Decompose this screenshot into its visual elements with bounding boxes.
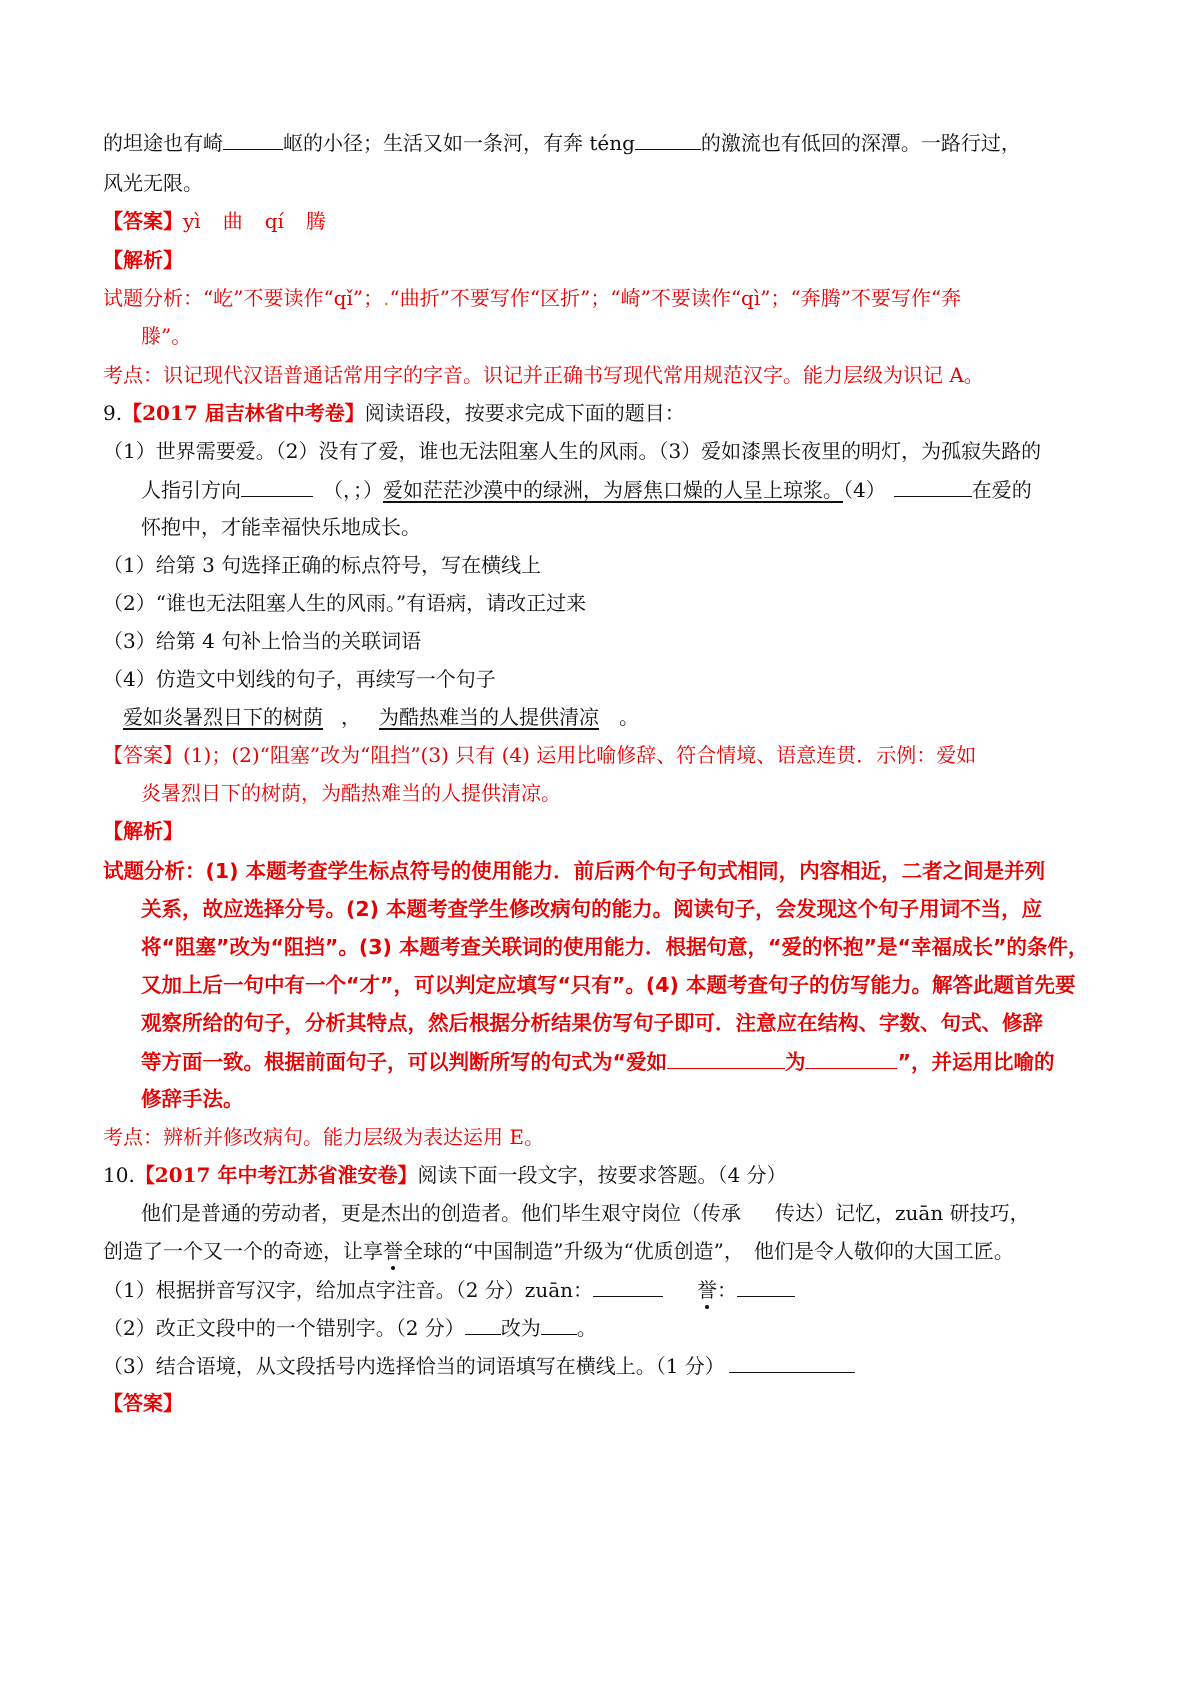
answer-blank — [223, 127, 283, 150]
q9-passage-line-1: （1）世界需要爱。（2）没有了爱，谁也无法阻塞人生的风雨。（3）爱如漆黑长夜里的明灯，为孤寂失路的 — [103, 439, 1042, 463]
imitation-part-1: 爱如炎暑烈日下的树荫 — [123, 705, 323, 729]
underlined-sentence: 爱如茫茫沙漠中的绿洲，为唇焦口燥的人呈上琼浆。 — [383, 478, 843, 502]
q8-answer: 【答案】yì 曲 qí 腾 — [103, 209, 326, 233]
answer-blank — [729, 1350, 855, 1373]
question-number: 10. — [103, 1163, 135, 1187]
dotted-character: 誉 — [383, 1239, 403, 1263]
q10-passage-line-1: 他们是普通的劳动者，更是杰出的创造者。他们毕生艰守岗位（传承 传达）记忆，zuān 研技巧， — [141, 1201, 1030, 1225]
q9-analysis-line-5: 观察所给的句子，分析其特点，然后根据分析结果仿写句子即可．注意应在结构、字数、句式、修辞 — [141, 1011, 1043, 1035]
q10-sub-1: （1）根据拼音写汉字，给加点字注音。（2 分）zuān： 誉： — [103, 1274, 795, 1305]
q10-header: 10.【2017 年中考江苏省淮安卷】阅读下面一段文字，按要求答题。（4 分） — [103, 1163, 787, 1187]
q9-header: 9.【2017 届吉林省中考卷】阅读语段，按要求完成下面的题目： — [103, 401, 685, 425]
q9-sub-3: （3）给第 4 句补上恰当的关联词语 — [103, 629, 422, 653]
question-source: 【2017 年中考江苏省淮安卷】 — [134, 1163, 418, 1187]
answer-blank — [241, 474, 313, 497]
q9-analysis-line-6: 等方面一致。根据前面句子，可以判断所写的句式为“爱如 为 ”，并运用比喻的 — [141, 1046, 1054, 1077]
q9-kaodian: 考点：辨析并修改病句。能力层级为表达运用 E。 — [103, 1125, 544, 1149]
answer-blank — [737, 1274, 795, 1297]
q9-analysis-line-7: 修辞手法。 — [141, 1087, 244, 1111]
dotted-character: 誉 — [697, 1278, 718, 1302]
q9-answer-line-1: 【答案】(1)；(2)“阻塞”改为“阻挡”(3) 只有 (4) 运用比喻修辞、符合情境、语意连贯．示例：爱如 — [103, 743, 977, 767]
q8-analysis-line-2: 滕”。 — [141, 324, 192, 348]
answer-blank — [667, 1046, 785, 1069]
q9-passage-line-3: 怀抱中，才能幸福快乐地成长。 — [141, 515, 421, 539]
q8-text-line-2: 风光无限。 — [103, 171, 203, 195]
q10-passage-line-2: 创造了一个又一个的奇迹，让享誉全球的“中国制造”升级为“优质创造”， 他们是令人敬仰的大国工匠。 — [103, 1239, 1014, 1263]
q10-sub-3: （3）结合语境，从文段括号内选择恰当的词语填写在横线上。（1 分） — [103, 1350, 855, 1381]
q9-imitation-line: 爱如炎暑烈日下的树荫 ， 为酷热难当的人提供清凉 。 — [103, 702, 639, 732]
question-number: 9. — [103, 401, 123, 425]
q10-sub-2: （2）改正文段中的一个错别字。（2 分） 改为 。 — [103, 1312, 597, 1343]
q8-analysis-line-1: 试题分析：“屹”不要读作“qǐ”；.“曲折”不要写作“区折”；“崎”不要读作“qì”；“奔腾”不要写作“奔 — [103, 286, 962, 310]
q9-analysis-line-4: 又加上后一句中有一个“才”，可以判定应填写“只有”。(4) 本题考查句子的仿写能力。解答此题首先要 — [141, 973, 1076, 997]
q9-answer-line-2: 炎暑烈日下的树荫，为酷热难当的人提供清凉。 — [141, 781, 561, 805]
q9-analysis-heading: 【解析】 — [103, 819, 183, 843]
answer-blank — [805, 1046, 897, 1069]
q9-analysis-line-1: 试题分析：(1) 本题考查学生标点符号的使用能力．前后两个句子句式相同，内容相近，二者之间是并列 — [103, 859, 1046, 883]
q9-analysis-line-2: 关系，故应选择分号。(2) 本题考查学生修改病句的能力。阅读句子，会发现这个句子用词不当，应 — [141, 897, 1043, 921]
q8-kaodian: 考点：识记现代汉语普通话常用字的字音。识记并正确书写现代常用规范汉字。能力层级为识记 A。 — [103, 363, 984, 387]
q9-analysis-line-3: 将“阻塞”改为“阻挡”。(3) 本题考查关联词的使用能力．根据句意，“爱的怀抱”是“幸福成长”的条件， — [141, 935, 1089, 959]
q8-text-line-1: 的坦途也有崎 岖的小径；生活又如一条河，有奔 téng 的激流也有低回的深潭。一路行过， — [103, 127, 1021, 158]
answer-blank — [465, 1312, 501, 1335]
q9-sub-2: （2）“谁也无法阻塞人生的风雨。”有语病，请改正过来 — [103, 591, 587, 615]
q9-sub-4: （4）仿造文中划线的句子，再续写一个句子 — [103, 667, 496, 691]
answer-blank — [541, 1312, 577, 1335]
imitation-part-2: 为酷热难当的人提供清凉 — [379, 705, 599, 729]
q10-answer-heading: 【答案】 — [103, 1391, 183, 1415]
question-source: 【2017 届吉林省中考卷】 — [122, 401, 365, 425]
q9-sub-1: （1）给第 3 句选择正确的标点符号，写在横线上 — [103, 553, 542, 577]
q8-analysis-heading: 【解析】 — [103, 248, 183, 272]
answer-blank — [894, 474, 972, 497]
answer-blank — [635, 127, 701, 150]
q9-passage-line-2: 人指引方向 （，；）爱如茫茫沙漠中的绿洲，为唇焦口燥的人呈上琼浆。（4） 在爱的 — [141, 474, 1032, 505]
answer-blank — [593, 1274, 663, 1297]
